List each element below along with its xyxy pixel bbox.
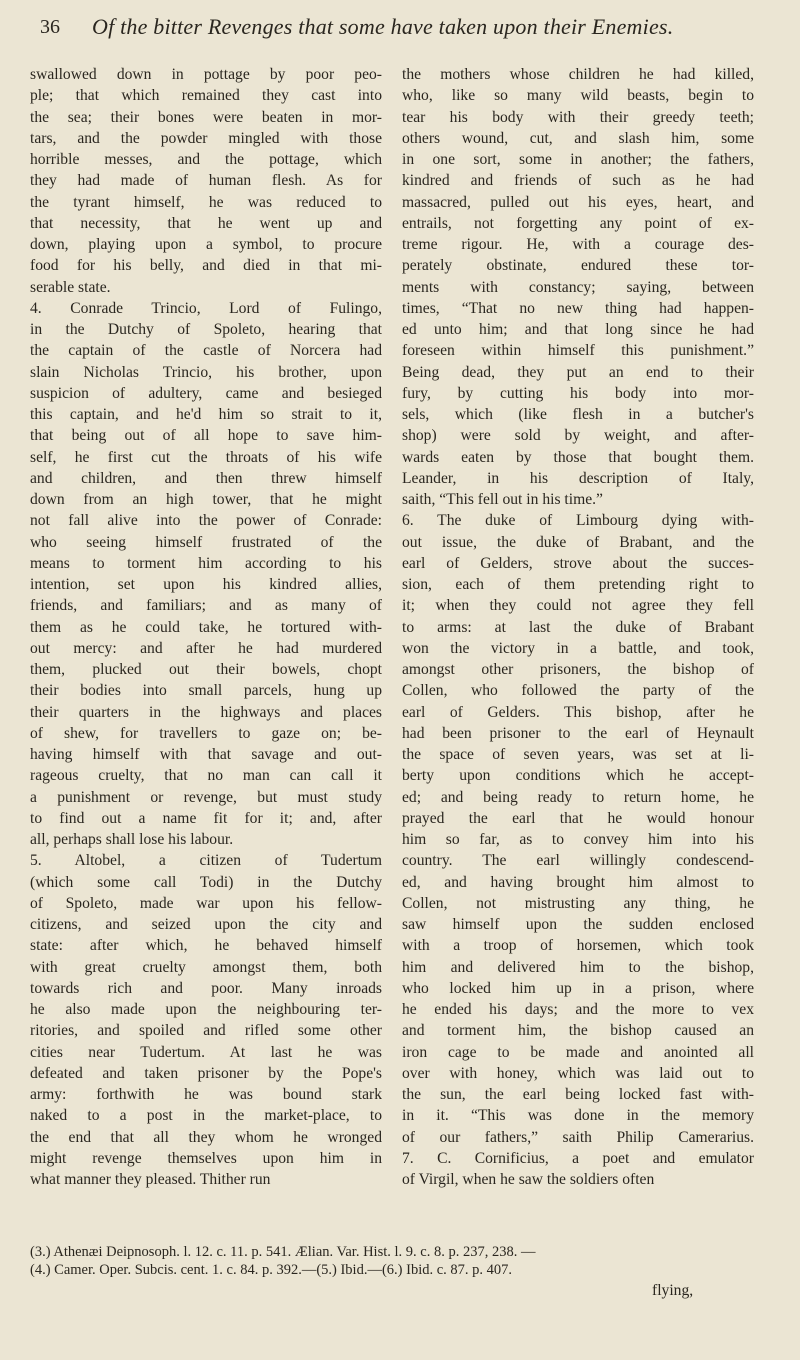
text-line: army: forthwith he was bound stark <box>30 1086 382 1103</box>
text-line: them, plucked out their bowels, chopt <box>30 661 382 678</box>
text-line: won the victory in a battle, and took, <box>402 639 754 657</box>
text-line: all, perhaps shall lose his labour. <box>30 831 234 848</box>
text-line: the mothers whose children he had killed, <box>402 66 754 83</box>
text-line: ed; and being ready to return home, he <box>402 788 754 806</box>
text-line: prayed the earl that he would honour <box>402 809 754 827</box>
text-line: rageous cruelty, that no man can call it <box>30 767 382 785</box>
footnotes <box>30 1243 770 1279</box>
text-line: of Spoleto, made war upon his fellow- <box>30 894 382 912</box>
text-line: swallowed down in pottage by poor peo- <box>30 66 382 83</box>
text-line: with great cruelty amongst them, both <box>30 958 382 976</box>
text-line: 5. Altobel, a citizen of Tudertum <box>30 852 382 870</box>
footnote-line: (3.) Athenæi Deipnosoph. l. 12. c. 11. p. 541. Ælian. Var. Hist. l. 9. c. 8. p. 237, 238. — <box>30 1244 536 1260</box>
text-line: of shew, for travellers to gaze on; be- <box>30 724 382 742</box>
text-line: had been prisoner to the earl of Heynault <box>402 724 754 742</box>
text-line: Leander, in his description of Italy, <box>402 469 754 487</box>
text-line: down from an high tower, that he might <box>30 491 382 508</box>
text-line: defeated and taken prisoner by the Pope's <box>30 1064 382 1082</box>
text-line: who locked him up in a prison, where <box>402 979 754 997</box>
running-title: Of the bitter Revenges that some have taken upon their Enemies. <box>92 14 674 39</box>
text-line: out issue, the duke of Brabant, and the <box>402 533 754 551</box>
text-line: means to torment him according to his <box>30 554 382 572</box>
text-line: a punishment or revenge, but must study <box>30 788 382 806</box>
text-line: who seeing himself frustrated of the <box>30 533 382 551</box>
page-number: 36 <box>40 16 60 38</box>
text-line: of our fathers,” saith Philip Camerarius. <box>402 1128 754 1146</box>
text-line: 6. The duke of Limbourg dying with- <box>402 512 754 530</box>
footnote-line: (4.) Camer. Oper. Subcis. cent. 1. c. 84. p. 392.—(5.) Ibid.—(6.) Ibid. c. 87. p. 407. <box>30 1262 513 1278</box>
text-line: others wound, cut, and slash him, some <box>402 129 754 147</box>
text-line: ments with constancy; saying, between <box>402 278 754 296</box>
text-line: in one sort, some in another; the fathers, <box>402 151 754 168</box>
text-line: suspicion of adultery, came and besieged <box>30 384 382 402</box>
catchword: flying, <box>652 1282 694 1299</box>
text-line: foreseen within himself this punishment.” <box>402 342 754 360</box>
text-line: slain Nicholas Trincio, his brother, upon <box>30 363 382 381</box>
text-line: 4. Conrade Trincio, Lord of Fulingo, <box>30 299 382 317</box>
text-line: the sea; their bones were beaten in mor- <box>30 108 382 126</box>
text-line: cities near Tudertum. At last he was <box>30 1043 382 1061</box>
text-line: and children, and then threw himself <box>30 469 382 487</box>
text-line: in the Dutchy of Spoleto, hearing that <box>30 321 382 338</box>
text-line: the space of seven years, was set at li- <box>402 746 754 763</box>
text-line: times, “That no new thing had happen- <box>402 299 754 317</box>
text-line: him so far, as to convey him into his <box>402 831 754 848</box>
text-line: saw himself upon the sudden enclosed <box>402 916 754 933</box>
text-line: their bodies into small parcels, hung up <box>30 682 382 700</box>
text-line: horrible messes, and the pottage, which <box>30 151 382 168</box>
right-column <box>402 64 754 1190</box>
text-line: in it. “This was done in the memory <box>402 1107 754 1125</box>
text-line: to find out a name fit for it; and, after <box>30 809 382 827</box>
text-line: berty upon conditions which he accept- <box>402 767 754 785</box>
text-line: them as he could take, he tortured with- <box>30 618 382 636</box>
text-line: Collen, not mistrusting any thing, he <box>402 894 754 912</box>
text-line: down, playing upon a symbol, to procure <box>30 236 382 253</box>
text-columns <box>30 64 768 1239</box>
text-line: the end that all they whom he wronged <box>30 1128 382 1146</box>
text-line: earl of Gelders. This bishop, after he <box>402 703 754 721</box>
text-line: citizens, and seized upon the city and <box>30 916 382 933</box>
text-line: ed, and having brought him almost to <box>402 873 754 891</box>
text-line: ritories, and spoiled and rifled some other <box>30 1022 382 1040</box>
text-line: tars, and the powder mingled with those <box>30 129 382 147</box>
text-line: that being out of all hope to save him- <box>30 427 382 445</box>
text-line: their quarters in the highways and places <box>30 703 382 721</box>
text-line: self, he first cut the throats of his wife <box>30 448 382 466</box>
text-line: over with honey, which was laid out to <box>402 1064 754 1082</box>
text-line: massacred, pulled out his eyes, heart, and <box>402 193 754 211</box>
text-line: this captain, and he'd him so strait to it, <box>30 406 382 423</box>
text-line: and torment him, the bishop caused an <box>402 1022 754 1040</box>
text-line: out mercy: and after he had murdered <box>30 639 382 657</box>
text-line: entrails, not forgetting any point of ex- <box>402 214 754 232</box>
text-line: having himself with that savage and out- <box>30 746 382 763</box>
text-line: he ended his days; and the more to vex <box>402 1001 754 1018</box>
text-line: that necessity, that he went up and <box>30 214 382 232</box>
text-line: to arms: at last the duke of Brabant <box>402 618 754 636</box>
text-line: it; when they could not agree they fell <box>402 597 754 615</box>
text-line: fury, by cutting his body into mor- <box>402 384 754 402</box>
text-line: they had made of human flesh. As for <box>30 172 382 190</box>
text-line: intention, set upon his kindred allies, <box>30 576 382 593</box>
text-line: with a troop of horsemen, which took <box>402 937 754 955</box>
text-line: treme rigour. He, with a courage des- <box>402 236 754 253</box>
text-line: naked to a post in the market-place, to <box>30 1107 382 1125</box>
text-line: shop) were sold by weight, and after- <box>402 427 754 445</box>
left-column <box>30 64 382 1190</box>
text-line: wards eaten by those that bought them. <box>402 448 754 466</box>
text-line: the sun, the earl being locked fast with- <box>402 1086 754 1103</box>
text-line: saith, “This fell out in his time.” <box>402 491 603 508</box>
text-line: friends, and familiars; and as many of <box>30 597 382 615</box>
text-line: amongst other prisoners, the bishop of <box>402 661 754 678</box>
text-line: country. The earl willingly condescend- <box>402 852 754 870</box>
text-line: sels, which (like flesh in a butcher's <box>402 406 754 423</box>
text-line: who, like so many wild beasts, begin to <box>402 87 754 105</box>
text-line: Being dead, they put an end to their <box>402 363 754 381</box>
text-line: of Virgil, when he saw the soldiers often <box>402 1171 655 1188</box>
text-line: kindred and friends of such as he had <box>402 172 754 190</box>
text-line: 7. C. Cornificius, a poet and emulator <box>402 1149 754 1167</box>
text-line: iron cage to be made and anointed all <box>402 1043 754 1061</box>
running-head <box>40 14 760 48</box>
text-line: ed unto him; and that long since he had <box>402 321 754 338</box>
text-line: perately obstinate, endured these tor- <box>402 257 754 275</box>
text-line: state: after which, he behaved himself <box>30 937 382 955</box>
text-line: towards rich and poor. Many inroads <box>30 979 382 997</box>
text-line: Collen, who followed the party of the <box>402 682 754 700</box>
text-line: tear his body with their greedy teeth; <box>402 108 754 126</box>
text-line: ple; that which remained they cast into <box>30 87 382 105</box>
text-line: might revenge themselves upon him in <box>30 1149 382 1167</box>
text-line: not fall alive into the power of Conrade: <box>30 512 382 530</box>
text-line: sion, each of them pretending right to <box>402 576 754 593</box>
text-line: him and delivered him to the bishop, <box>402 958 754 976</box>
text-line: (which some call Todi) in the Dutchy <box>30 873 382 891</box>
text-line: the tyrant himself, he was reduced to <box>30 193 382 211</box>
text-line: he also made upon the neighbouring ter- <box>30 1001 382 1018</box>
text-line: what manner they pleased. Thither run <box>30 1171 271 1188</box>
text-line: food for his belly, and died in that mi- <box>30 257 382 275</box>
text-line: earl of Gelders, strove about the succes- <box>402 554 754 572</box>
text-line: serable state. <box>30 278 111 296</box>
text-line: the captain of the castle of Norcera had <box>30 342 382 360</box>
